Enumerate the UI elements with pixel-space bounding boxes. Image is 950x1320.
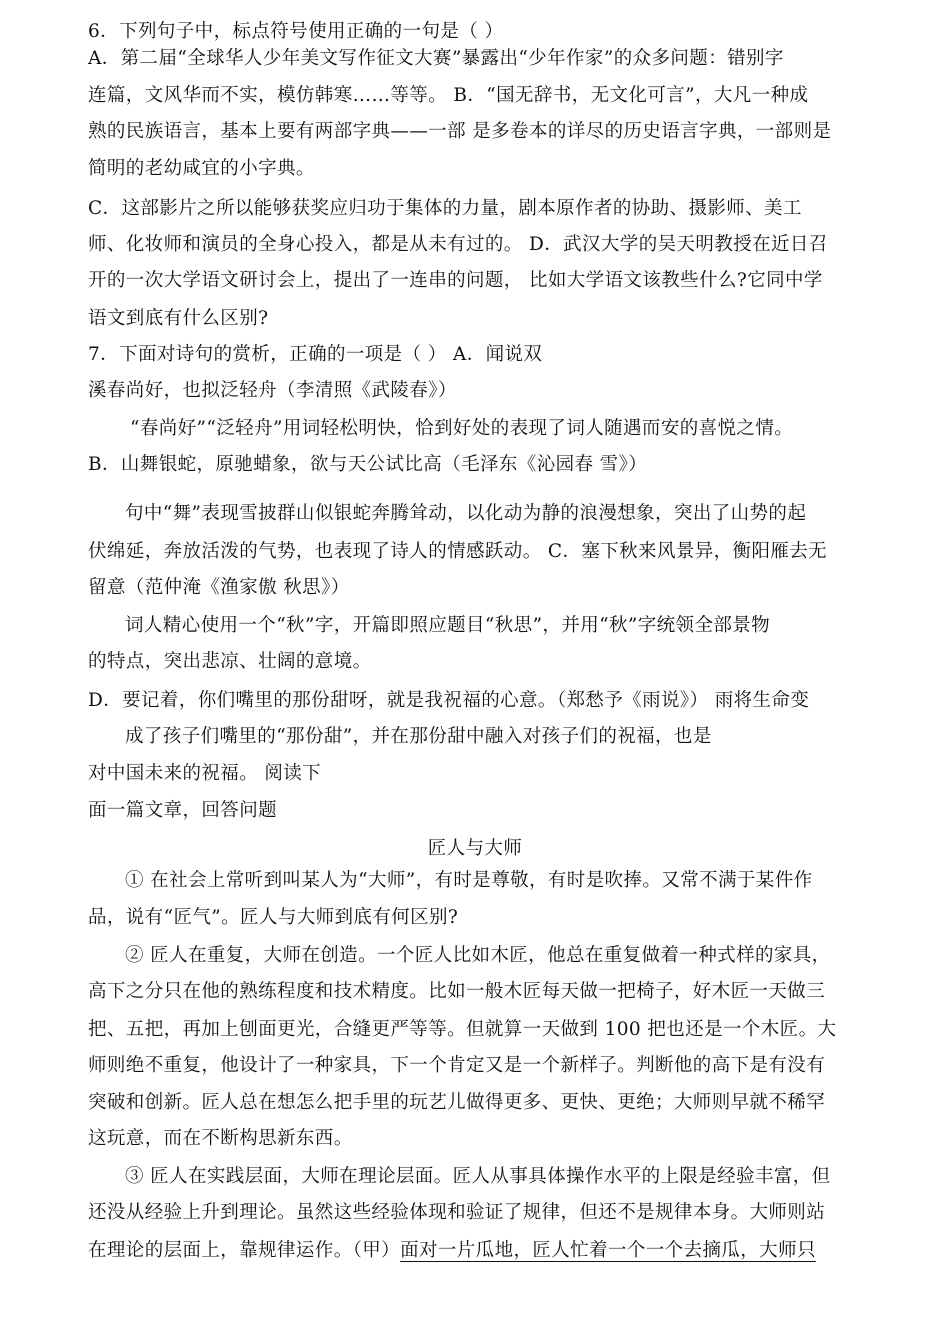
q6-line: 简明的老幼咸宜的小字典。: [88, 158, 315, 179]
q7-line: 面一篇文章，回答问题: [88, 800, 278, 821]
article-line: 高下之分只在他的熟练程度和技术精度。比如一般木匠每天做一把椅子，好木匠一天做三: [88, 981, 826, 1002]
article-line: 品，说有“匠气”。匠人与大师到底有何区别?: [88, 907, 459, 928]
q6-line: 开的一次大学语文研讨会上，提出了一连串的问题， 比如大学语文该教些什么?它同中学: [88, 270, 823, 291]
q7-line: 留意（范仲淹《渔家傲 秋思》）: [88, 577, 350, 598]
article-line: ① 在社会上常听到叫某人为“大师”，有时是尊敬，有时是吹捧。又常不满于某件作: [125, 870, 813, 891]
article-line: ③ 匠人在实践层面，大师在理论层面。匠人从事具体操作水平的上限是经验丰富，但: [125, 1166, 831, 1187]
q7-line: 对中国未来的祝福。 阅读下: [88, 763, 322, 784]
q7-line: 成了孩子们嘴里的“那份甜”，并在那份甜中融入对孩子们的祝福，也是: [125, 726, 712, 747]
q6-line: A．第二届“全球华人少年美文写作征文大赛”暴露出“少年作家”的众多问题：错别字: [88, 48, 784, 69]
q7-line: 句中“舞”表现雪披群山似银蛇奔腾耸动，以化动为静的浪漫想象，突出了山势的起: [125, 503, 807, 524]
q6-line: 熟的民族语言，基本上要有两部字典——一部 是多卷本的详尽的历史语言字典，一部则是: [88, 121, 832, 142]
q7-line: 词人精心使用一个“秋”字，开篇即照应题目“秋思”，并用“秋”字统领全部景物: [125, 615, 771, 636]
q7-line: B．山舞银蛇，原驰蜡象，欲与天公试比高（毛泽东《沁园春 雪》）: [88, 454, 648, 475]
article-line-plain: 在理论的层面上，靠规律运作。（甲）: [88, 1240, 401, 1261]
q6-line: 连篇，文风华而不实，模仿韩寒……等等。 B．“国无辞书，无文化可言”，大凡一种成: [88, 85, 809, 106]
article-line: 突破和创新。匠人总在想怎么把手里的玩艺儿做得更多、更快、更绝；大师则早就不稀罕: [88, 1092, 826, 1113]
article-title: 匠人与大师: [427, 838, 523, 859]
q7-line: 伏绵延，奔放活泼的气势，也表现了诗人的情感跃动。 C．塞下秋来风景异，衡阳雁去无: [88, 541, 828, 562]
q7-line: D．要记着，你们嘴里的那份甜呀，就是我祝福的心意。（郑愁予《雨说》） 雨将生命变: [88, 690, 810, 711]
q6-line: C．这部影片之所以能够获奖应归功于集体的力量，剧本原作者的协助、摄影师、美工: [88, 198, 802, 219]
article-line: ② 匠人在重复，大师在创造。一个匠人比如木匠，他总在重复做着一种式样的家具，: [125, 945, 831, 966]
underlined-sentence: 面对一片瓜地，匠人忙着一个一个去摘瓜，大师只: [400, 1240, 816, 1261]
article-line: 师则绝不重复，他设计了一种家具，下一个肯定又是一个新样子。判断他的高下是有没有: [88, 1055, 826, 1076]
q7-line: 的特点，突出悲凉、壮阔的意境。: [88, 651, 372, 672]
q6-line: 师、化妆师和演员的全身心投入，都是从未有过的。 D．武汉大学的吴天明教授在近日召: [88, 234, 828, 255]
q7-stem: 7．下面对诗句的赏析，正确的一项是（ ） A．闻说双: [88, 344, 543, 365]
article-line: 这玩意，而在不断构思新东西。: [88, 1128, 353, 1149]
q7-line: 溪春尚好，也拟泛轻舟（李清照《武陵春》）: [88, 380, 457, 401]
q6-line: 语文到底有什么区别?: [88, 308, 269, 329]
article-line: 还没从经验上升到理论。虽然这些经验体现和验证了规律，但还不是规律本身。大师则站: [88, 1202, 826, 1223]
article-line: 把、五把，再加上刨面更光，合缝更严等等。但就算一天做到 100 把也还是一个木匠。大: [88, 1019, 837, 1040]
article-line-last: [88, 1236, 816, 1266]
q7-line: “春尚好”“泛轻舟”用词轻松明快，恰到好处的表现了词人随遇而安的喜悦之情。: [130, 418, 794, 439]
q6-stem: 6．下列句子中，标点符号使用正确的一句是（ ）: [88, 21, 504, 42]
